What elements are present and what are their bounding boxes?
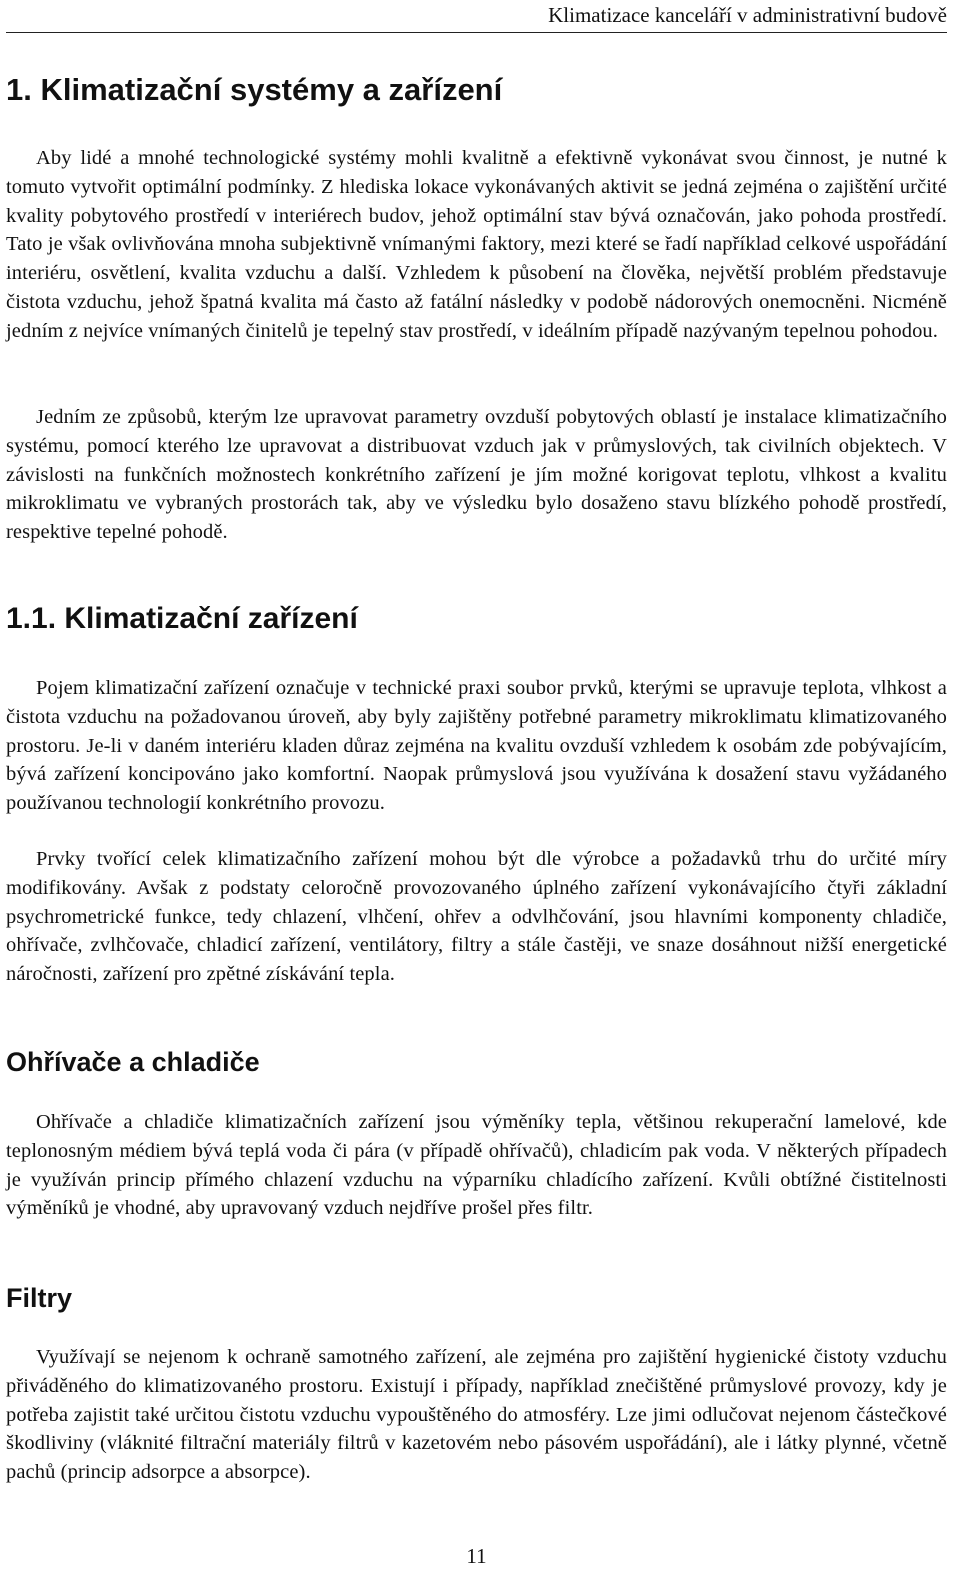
heaters-paragraph: Ohřívače a chladiče klimatizačních zařízení jsou výměníky tepla, většinou rekuperační lamelové, kde teplonosným médiem bývá teplá voda či pára (v případě ohřívačů), chladicím pak voda. V některých případech je využíván princip přímého chlazení vzduchu na výparníku chladícího zařízení. Kvůli obtížné čistitelnosti výměníků je vhodné, aby upravovaný vzduch nejdříve prošel přes filtr. [6,1111,947,1220]
page-number: 11 [466,1544,487,1568]
running-header: Klimatizace kanceláří v administrativní budově [548,3,947,27]
subsection-paragraph: Pojem klimatizační zařízení označuje v technické praxi soubor prvků, kterými se upravuje teplota, vlhkost a čistota vzduchu na požadovanou úroveň, aby byly zajištěny potřebné parametry mikroklimatu klimatizovaného prostoru. Je-li v daném interiéru kladen důraz zejména na kvalitu ovzduší vzhledem k osobám zde pobývajícím, bývá zařízení koncipováno jako komfortní. Naopak průmyslová jsou využívána k dosažení stavu vyžádaného používanou technologií konkrétního provozu. [6,677,947,815]
chapter-paragraph: Aby lidé a mnohé technologické systémy mohli kvalitně a efektivně vykonávat svou činnost, je nutné k tomuto vytvořit optimální podmínky. Z hlediska lokace vykonávaných aktivit se jedná zejména o zajištění určité kvality pobytového prostředí v interiérech budov, jehož optimální stav bývá označován, jako pohoda prostředí. Tato je však ovlivňována mnoha subjektivně vnímanými faktory, mezi které se řadí například celkové uspořádání interiéru, osvětlení, kvalita vzduchu a další. Vzhledem k působení na člověka, největší problém představuje čistota vzduchu, jehož špatná kvalita má často až fatální následky v podobě nádorových onemocněni. Nicméně jedním z nejvíce vnímaných činitelů je tepelný stav prostředí, v ideálním případě nazývaným tepelnou pohodou. [6,147,947,342]
filters-paragraph: Využívají se nejenom k ochraně samotného zařízení, ale zejména pro zajištění hygienické čistoty vzduchu přiváděného do klimatizovaného prostoru. Existují i případy, například znečištěné průmyslové provozy, kdy je potřeba zajistit také určitou čistotu vzduchu vypouštěného do atmosféry. Lze jimi odlučovat nejenom částečkové škodliviny (vláknité filtrační materiály filtrů v kazetovém nebo pásovém uspořádání), ale i látky plynné, včetně pachů (princip adsorpce a absorpce). [6,1346,947,1484]
heaters-heading: Ohřívače a chladiče [6,1047,260,1077]
chapter-paragraph: Jedním ze způsobů, kterým lze upravovat parametry ovzduší pobytových oblastí je instalace klimatizačního systému, pomocí kterého lze upravovat a distribuovat vzduch jak v průmyslových, tak civilních objektech. V závislosti na funkčních možnostech konkrétního zařízení je jím možné korigovat teplotu, vlhkost a kvalitu mikroklimatu ve vybraných prostorách tak, aby ve výsledku bylo dosaženo stavu blízkého pohodě prostředí, respektive tepelné pohodě. [6,406,947,544]
header-divider [6,32,947,33]
filters-heading: Filtry [6,1283,73,1313]
chapter-heading: 1. Klimatizační systémy a zařízení [6,72,503,107]
subsection-paragraph: Prvky tvořící celek klimatizačního zařízení mohou být dle výrobce a požadavků trhu do určité míry modifikovány. Avšak z podstaty celoročně provozovaného úplného zařízení vykonávajícího čtyři základní psychrometrické funkce, tedy chlazení, vlhčení, ohřev a odvlhčování, jsou hlavními komponenty chladiče, ohřívače, zvlhčovače, chladicí zařízení, ventilátory, filtry a stále častěji, ve snaze dosáhnout nižší energetické náročnosti, zařízení pro zpětné získávání tepla. [6,848,947,986]
subsection-heading: 1.1. Klimatizační zařízení [6,602,358,635]
